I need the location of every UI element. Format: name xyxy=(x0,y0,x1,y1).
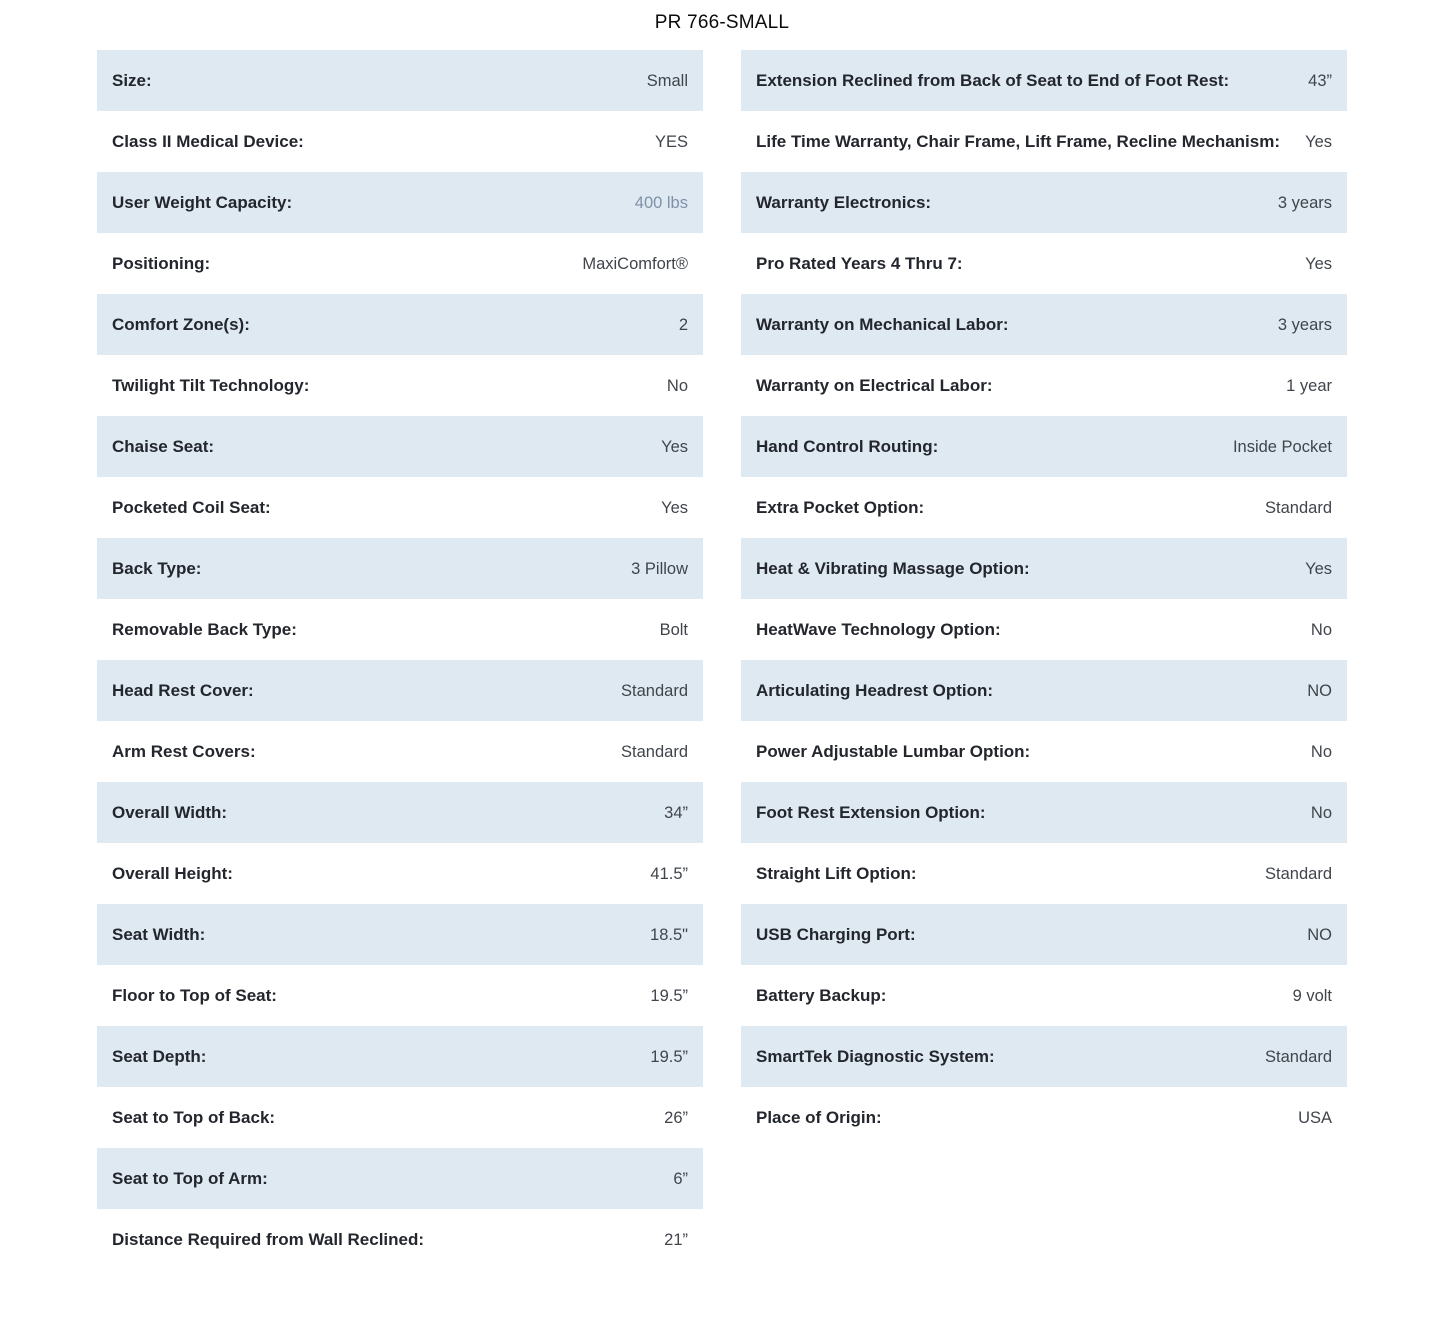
spec-value: No xyxy=(1310,620,1332,639)
spec-label: Overall Width: xyxy=(112,802,228,822)
spec-label: Arm Rest Covers: xyxy=(112,741,256,761)
spec-row xyxy=(97,50,703,111)
spec-label: Seat Width: xyxy=(112,924,206,944)
spec-row xyxy=(741,416,1347,477)
spec-label: Pro Rated Years 4 Thru 7: xyxy=(756,253,963,273)
spec-value: 19.5” xyxy=(650,1047,688,1066)
spec-row xyxy=(97,477,703,538)
spec-label: Battery Backup: xyxy=(756,985,887,1005)
spec-row xyxy=(97,782,703,843)
spec-label: Seat Depth: xyxy=(112,1046,207,1066)
spec-row xyxy=(97,1209,703,1270)
spec-label: HeatWave Technology Option: xyxy=(756,619,1001,639)
spec-label: Pocketed Coil Seat: xyxy=(112,497,271,517)
spec-label: Articulating Headrest Option: xyxy=(756,680,994,700)
spec-label: Place of Origin: xyxy=(756,1107,882,1127)
spec-value: 34” xyxy=(664,803,688,822)
spec-label: SmartTek Diagnostic System: xyxy=(756,1046,995,1066)
spec-label: Floor to Top of Seat: xyxy=(112,985,277,1005)
spec-value: 1 year xyxy=(1286,376,1332,395)
spec-row xyxy=(741,233,1347,294)
spec-row xyxy=(97,660,703,721)
spec-value: Standard xyxy=(621,742,688,761)
spec-row xyxy=(741,1087,1347,1148)
spec-label: USB Charging Port: xyxy=(756,924,916,944)
spec-row xyxy=(741,294,1347,355)
spec-column-right xyxy=(741,50,1347,1148)
spec-row xyxy=(97,721,703,782)
spec-label: Twilight Tilt Technology: xyxy=(112,375,310,395)
spec-value: Standard xyxy=(1265,864,1332,883)
spec-value: Small xyxy=(646,71,688,90)
spec-row xyxy=(741,50,1347,111)
spec-row xyxy=(741,599,1347,660)
spec-label: Straight Lift Option: xyxy=(756,863,917,883)
spec-label: User Weight Capacity: xyxy=(112,192,293,212)
spec-value: Yes xyxy=(1305,559,1332,578)
spec-row xyxy=(97,904,703,965)
spec-row xyxy=(97,111,703,172)
spec-value: 43” xyxy=(1308,71,1332,90)
spec-value: 3 Pillow xyxy=(631,559,688,578)
spec-label: Positioning: xyxy=(112,253,211,273)
spec-row xyxy=(741,904,1347,965)
spec-row xyxy=(97,965,703,1026)
spec-label: Power Adjustable Lumbar Option: xyxy=(756,741,1031,761)
spec-value: 3 years xyxy=(1277,193,1332,212)
spec-value: Bolt xyxy=(659,620,688,639)
spec-value: Yes xyxy=(661,498,688,517)
spec-label: Warranty on Electrical Labor: xyxy=(756,375,993,395)
spec-value: No xyxy=(1310,803,1332,822)
spec-value: 400 lbs xyxy=(634,193,688,212)
page-title: PR 766-SMALL xyxy=(654,12,790,33)
spec-value: USA xyxy=(1298,1108,1332,1127)
spec-column-left xyxy=(97,50,703,1270)
spec-label: Distance Required from Wall Reclined: xyxy=(112,1229,425,1249)
spec-value: 6” xyxy=(673,1169,688,1188)
spec-value: 18.5" xyxy=(650,925,688,944)
spec-value: YES xyxy=(654,132,688,151)
spec-label: Class II Medical Device: xyxy=(112,131,304,151)
spec-value: Standard xyxy=(1265,1047,1332,1066)
spec-row xyxy=(741,782,1347,843)
spec-value: 26” xyxy=(664,1108,688,1127)
spec-label: Hand Control Routing: xyxy=(756,436,939,456)
spec-row xyxy=(97,599,703,660)
spec-row xyxy=(97,233,703,294)
spec-row xyxy=(741,843,1347,904)
spec-label: Life Time Warranty, Chair Frame, Lift Frame, Recline Mechanism: xyxy=(756,131,1280,151)
spec-label: Extra Pocket Option: xyxy=(756,497,925,517)
spec-value: Yes xyxy=(1305,132,1332,151)
spec-row xyxy=(97,172,703,233)
spec-row xyxy=(97,294,703,355)
spec-row xyxy=(97,843,703,904)
spec-value: NO xyxy=(1307,681,1332,700)
spec-label: Foot Rest Extension Option: xyxy=(756,802,986,822)
spec-value: No xyxy=(1310,742,1332,761)
spec-value: Standard xyxy=(1265,498,1332,517)
spec-value: Inside Pocket xyxy=(1232,437,1332,456)
spec-row xyxy=(97,1148,703,1209)
spec-label: Head Rest Cover: xyxy=(112,680,254,700)
spec-value: 41.5” xyxy=(650,864,688,883)
spec-value: Yes xyxy=(661,437,688,456)
spec-row xyxy=(97,538,703,599)
spec-row xyxy=(741,1026,1347,1087)
spec-label: Size: xyxy=(112,70,152,90)
spec-value: Yes xyxy=(1305,254,1332,273)
spec-value: 9 volt xyxy=(1292,986,1332,1005)
spec-row xyxy=(741,111,1347,172)
spec-row xyxy=(741,660,1347,721)
spec-label: Comfort Zone(s): xyxy=(112,314,250,334)
spec-row xyxy=(97,416,703,477)
spec-label: Seat to Top of Back: xyxy=(112,1107,276,1127)
spec-label: Seat to Top of Arm: xyxy=(112,1168,268,1188)
spec-label: Chaise Seat: xyxy=(112,436,215,456)
spec-label: Warranty Electronics: xyxy=(756,192,932,212)
spec-value: 19.5” xyxy=(650,986,688,1005)
spec-row xyxy=(741,965,1347,1026)
spec-row xyxy=(741,477,1347,538)
spec-value: No xyxy=(666,376,688,395)
spec-value: 21” xyxy=(664,1230,688,1249)
spec-row xyxy=(741,172,1347,233)
spec-row xyxy=(97,1026,703,1087)
spec-row xyxy=(741,721,1347,782)
spec-value: 2 xyxy=(678,315,688,334)
spec-label: Warranty on Mechanical Labor: xyxy=(756,314,1009,334)
spec-label: Extension Reclined from Back of Seat to End of Foot Rest: xyxy=(756,70,1230,90)
spec-value: 3 years xyxy=(1277,315,1332,334)
spec-table xyxy=(97,50,1347,1270)
spec-label: Heat & Vibrating Massage Option: xyxy=(756,558,1030,578)
spec-row xyxy=(741,538,1347,599)
spec-row xyxy=(97,1087,703,1148)
spec-label: Back Type: xyxy=(112,558,202,578)
spec-value: NO xyxy=(1307,925,1332,944)
spec-label: Removable Back Type: xyxy=(112,619,297,639)
spec-row xyxy=(97,355,703,416)
spec-value: MaxiComfort® xyxy=(582,254,688,273)
spec-value: Standard xyxy=(621,681,688,700)
spec-label: Overall Height: xyxy=(112,863,233,883)
spec-row xyxy=(741,355,1347,416)
